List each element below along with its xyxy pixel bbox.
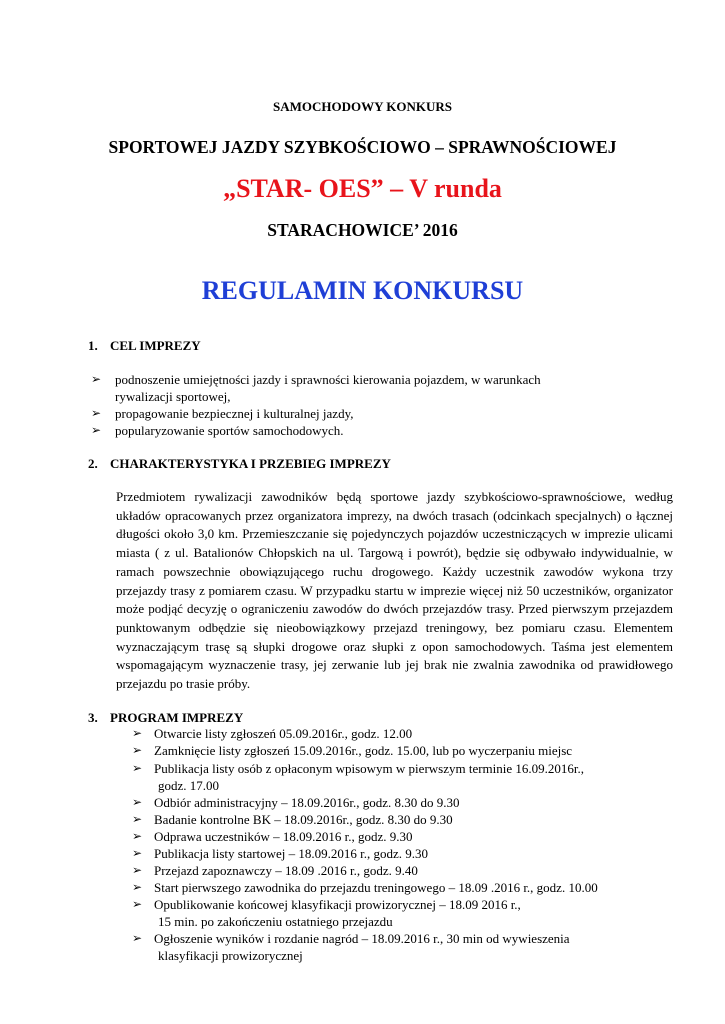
section1-item-3: popularyzowanie sportów samochodowych.: [115, 423, 344, 438]
section1-item-1-line2: rywalizacji sportowej,: [115, 389, 231, 404]
program-item-4: Odbiór administracyjny – 18.09.2016r., godz. 8.30 do 9.30: [154, 795, 460, 810]
arrow-bullet-icon: ➢: [132, 743, 143, 757]
program-item-3-line1: Publikacja listy osób z opłaconym wpisowym w pierwszym terminie 16.09.2016r.,: [154, 761, 585, 776]
arrow-bullet-icon: ➢: [132, 726, 143, 740]
program-item-10-line1: Opublikowanie końcowej klasyfikacji prowizorycznej – 18.09 2016 r.,: [154, 897, 521, 912]
program-item-11-line1: Ogłoszenie wyników i rozdanie nagród – 18.09.2016 r., 30 min od wywieszenia: [154, 931, 570, 946]
section2-number: 2.: [88, 456, 98, 471]
arrow-bullet-icon: ➢: [132, 812, 143, 826]
arrow-bullet-icon: ➢: [132, 829, 143, 843]
program-item-9: Start pierwszego zawodnika do przejazdu treningowego – 18.09 .2016 r., godz. 10.00: [154, 880, 598, 895]
program-item-11-line2: klasyfikacji prowizorycznej: [158, 948, 303, 963]
section1-title: CEL IMPREZY: [110, 338, 201, 353]
section1-number: 1.: [88, 338, 98, 353]
program-item-7: Publikacja listy startowej – 18.09.2016 r., godz. 9.30: [154, 846, 429, 861]
city-year: STARACHOWICE’ 2016: [267, 220, 458, 240]
section2-title: CHARAKTERYSTYKA I PRZEBIEG IMPREZY: [110, 456, 391, 471]
arrow-bullet-icon: ➢: [132, 931, 143, 945]
arrow-bullet-icon: ➢: [91, 372, 102, 386]
arrow-bullet-icon: ➢: [132, 880, 143, 894]
program-item-8: Przejazd zapoznawczy – 18.09 .2016 r., godz. 9.40: [154, 863, 418, 878]
program-item-2: Zamknięcie listy zgłoszeń 15.09.2016r., godz. 15.00, lub po wyczerpaniu miejsc: [154, 743, 573, 758]
section3-title: PROGRAM IMPREZY: [110, 710, 244, 725]
arrow-bullet-icon: ➢: [91, 406, 102, 420]
program-item-3-line2: godz. 17.00: [158, 778, 220, 793]
arrow-bullet-icon: ➢: [132, 863, 143, 877]
event-title: „STAR- OES” – V runda: [223, 174, 502, 203]
section1-item-1-line1: podnoszenie umiejętności jazdy i sprawności kierowania pojazdem, w warunkach: [115, 372, 541, 387]
arrow-bullet-icon: ➢: [132, 795, 143, 809]
arrow-bullet-icon: ➢: [132, 846, 143, 860]
arrow-bullet-icon: ➢: [132, 761, 143, 775]
section1-item-2: propagowanie bezpiecznej i kulturalnej jazdy,: [115, 406, 354, 421]
arrow-bullet-icon: ➢: [132, 897, 143, 911]
program-item-1: Otwarcie listy zgłoszeń 05.09.2016r., godz. 12.00: [154, 726, 413, 741]
header-line2: SPORTOWEJ JAZDY SZYBKOŚCIOWO – SPRAWNOŚCIOWEJ: [108, 137, 617, 157]
document-title: REGULAMIN KONKURSU: [201, 276, 524, 305]
section3-number: 3.: [88, 710, 98, 725]
program-item-10-line2: 15 min. po zakończeniu ostatniego przejazdu: [158, 914, 393, 929]
section2-paragraph: Przedmiotem rywalizacji zawodników będą sportowe jazdy szybkościowo-sprawnościowe, według układów opracowanych przez organizatora imprezy, na dwóch trasach (odcinkach specjalnych) o łącznej długości około 3,0 km. Przemieszczanie się pojedynczych pojazdów uczestniczących w imprezie ulicami miasta ( z ul. Batalionów Chłopskich na ul. Targową i powrót), będzie się odbywało indywidualnie, w ramach powszechnie obowiązującego ruchu drogowego. Każdy uczestnik zawodów wykona trzy przejazdy trasy z pomiarem czasu. W przypadku startu w imprezie więcej niż 50 uczestników, organizator może podjąć decyzję o ograniczeniu zawodów do dwóch przejazdów trasy. Przed pierwszym przejazdem punktowanym odbędzie się nieobowiązkowy przejazd treningowy, bez pomiaru czasu. Elementem wyznaczającym trasę są słupki drogowe oraz słupki z opon samochodowych. Taśma jest elementem wspomagającym wyznaczenie trasy, jej zerwanie lub jej brak nie zwalnia zawodnika od prawidłowego przejazdu po trasie próby.: [116, 489, 673, 692]
header-line1: SAMOCHODOWY KONKURS: [273, 99, 452, 114]
program-item-5: Badanie kontrolne BK – 18.09.2016r., godz. 8.30 do 9.30: [154, 812, 453, 827]
program-item-6: Odprawa uczestników – 18.09.2016 r., godz. 9.30: [154, 829, 413, 844]
arrow-bullet-icon: ➢: [91, 423, 102, 437]
